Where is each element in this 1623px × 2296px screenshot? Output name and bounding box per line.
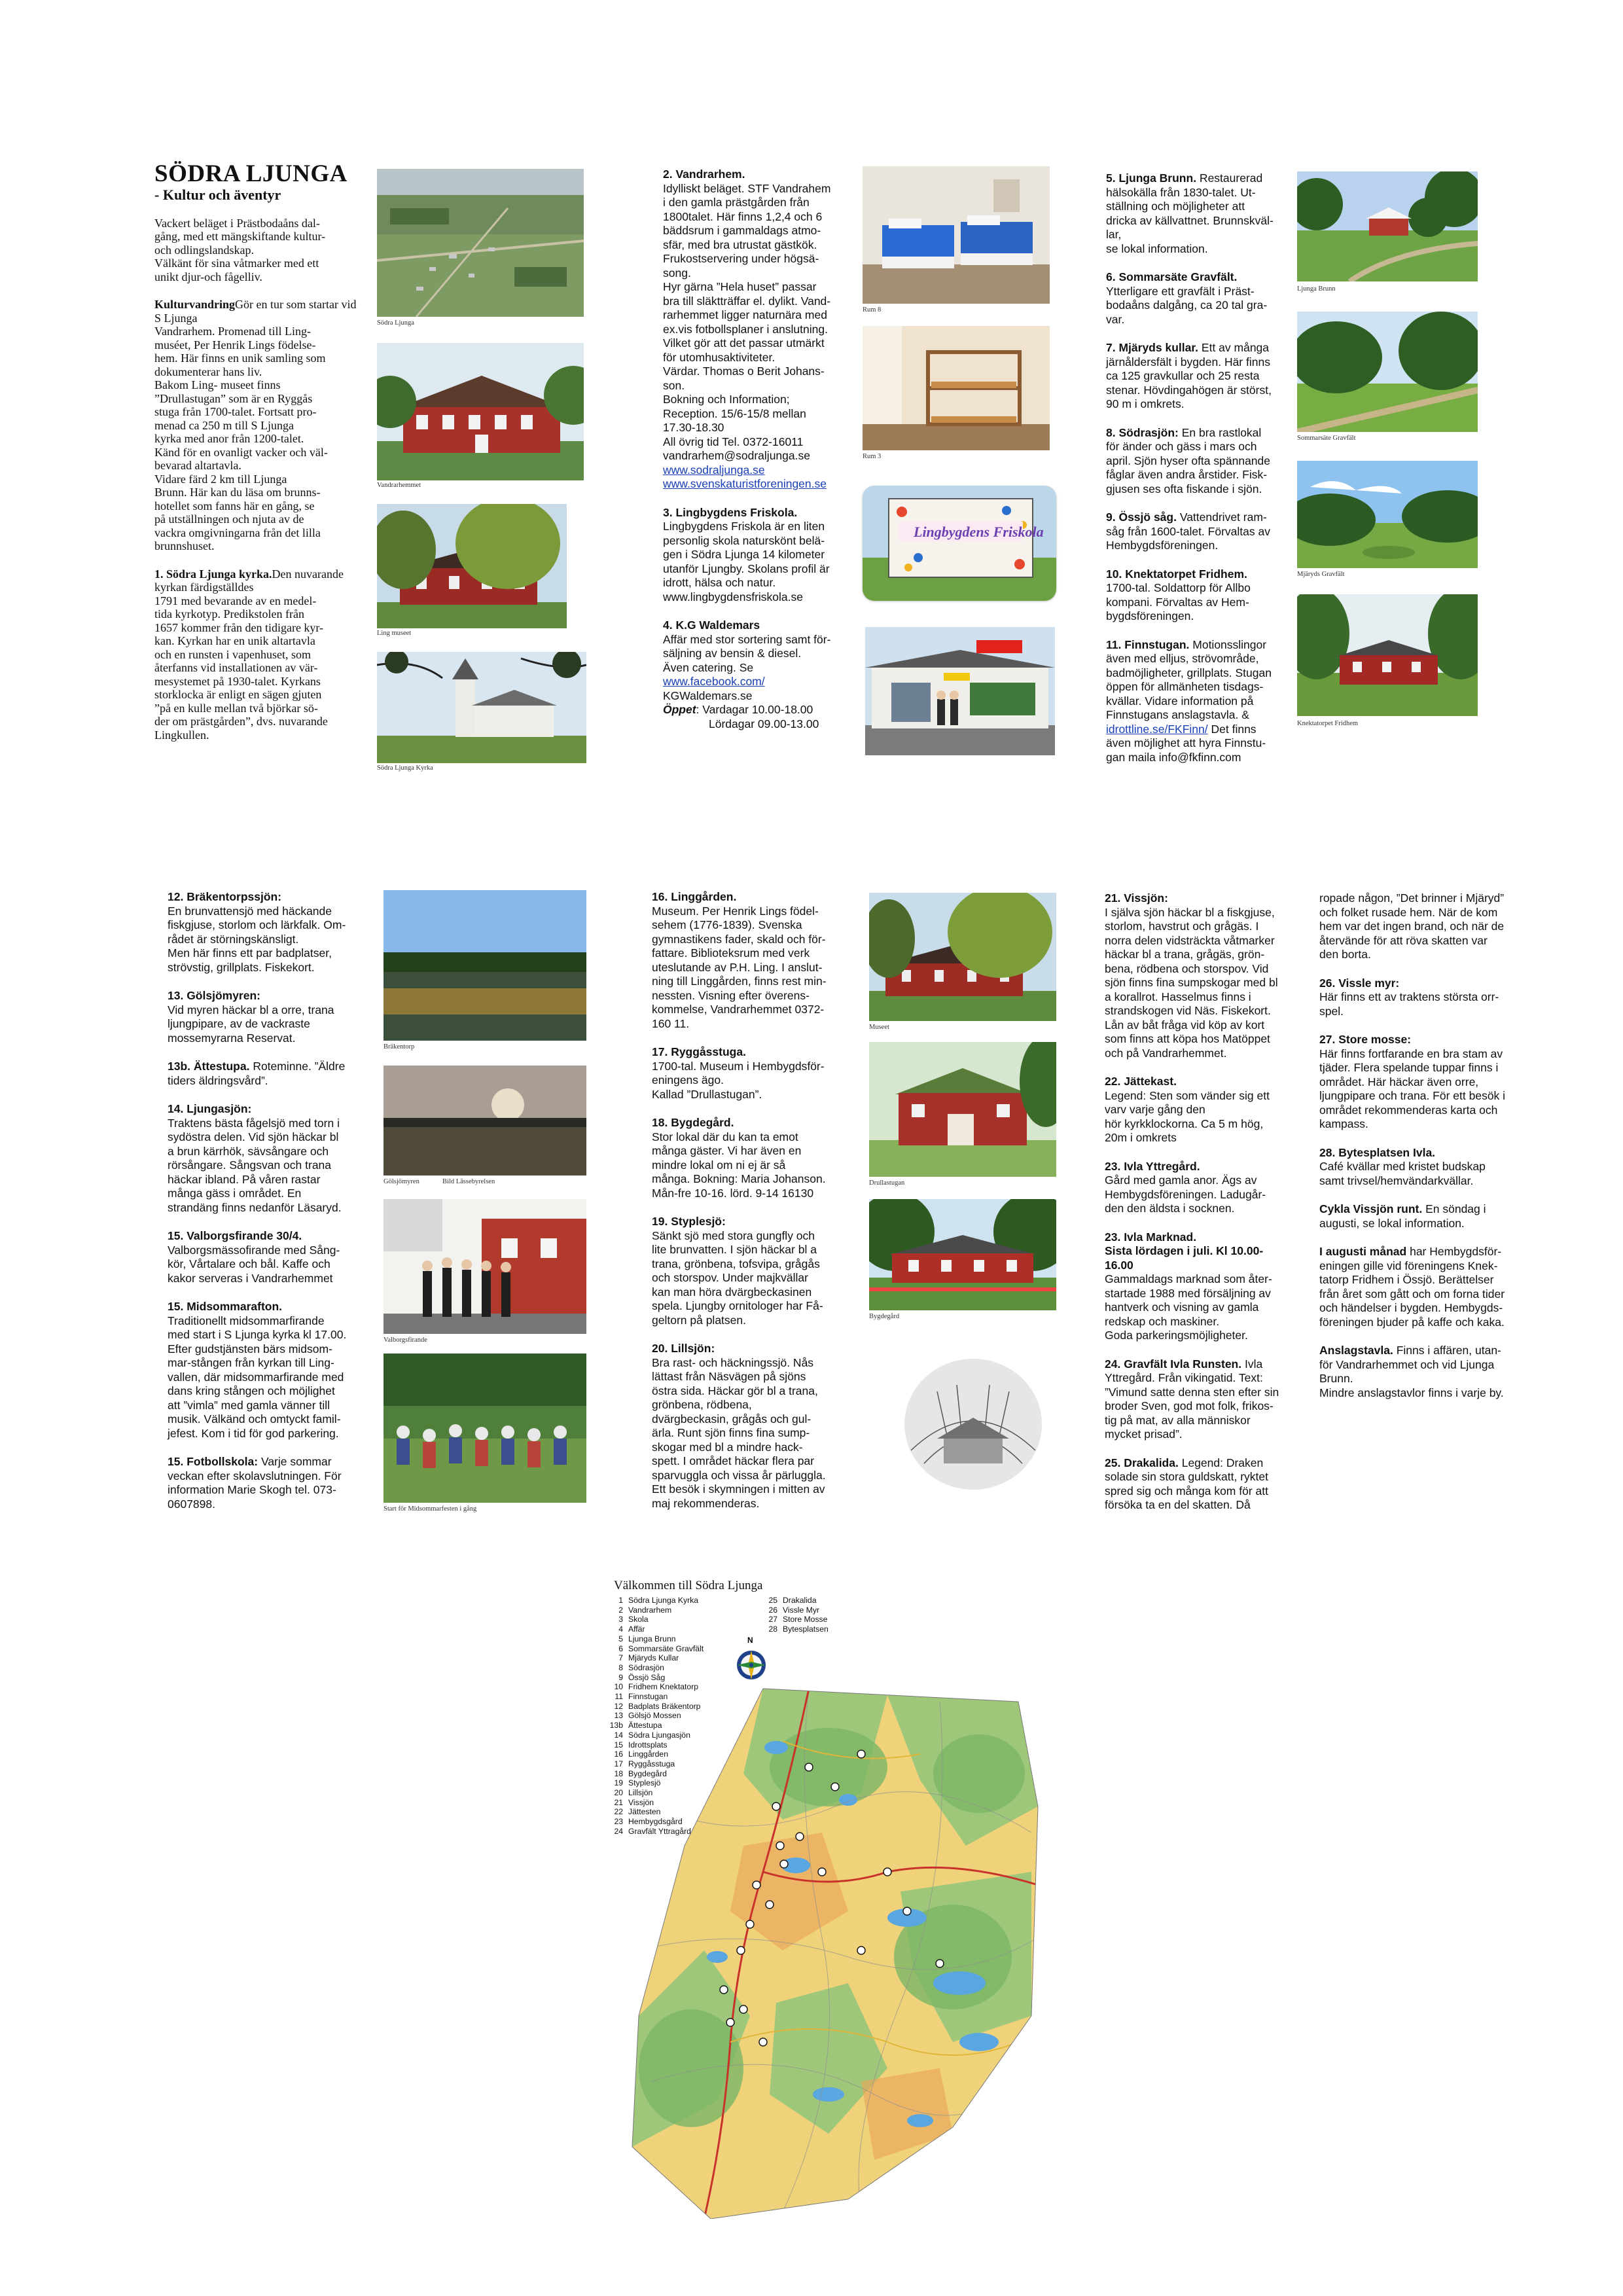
legend-number: 13b [609, 1721, 623, 1731]
block-heading: 5. Ljunga Brunn. [1106, 171, 1197, 185]
photo-vandrarhemmet [377, 343, 584, 480]
caption-knektatorpet: Knektatorpet Fridhem [1297, 720, 1359, 727]
legend-label: Vissjön [628, 1797, 654, 1807]
block-text: Idylliskt beläget. STF Vandrahem i den gamla prästgården från 1800talet. Här finns 1,2,4 och 6 bäddsrum i gammaldags atmo- sfär, med bra utrustat gästkök. Frukostservering under högsä- song. Hyr gärna ”Hela huset” passar bra till släktträffar el. dylikt. Vand- rarhemmet ligger naturnära med ex.vis fotbollsplaner i anslutning. Vilket gör att det passar utmärkt för utomhusaktiviteter. Värdar. Thomas o Berit Johans- son. Bokning och Information; Reception. 15/6-15/8 mellan 17.30-18.30 All övrig tid Tel. 0372-16011 vandrarhem@sodraljunga.se [663, 181, 831, 462]
block-text: ropade någon, ”Det brinner i Mjäryd” och folket rusade hem. När de kom hem var det ingen brand, och när de återvände för att röva skatten var den borta. [1319, 891, 1505, 961]
link-facebook[interactable]: www.facebook.com/ [663, 675, 765, 688]
block-text: Legend: Draken solade sin stora guldskatt, ryktet spred sig och många kom för att försöka ta en del skatten. Då [1105, 1456, 1268, 1511]
block-heading: 8. Södrasjön: [1106, 425, 1179, 439]
legend-label: Drakalida [783, 1596, 817, 1605]
legend-number: 4 [618, 1624, 623, 1634]
legend-label: Vissle Myr [783, 1605, 819, 1615]
photo-ljunga-brunn [1297, 171, 1478, 281]
text-block [1106, 511, 1283, 553]
legend-number: 14 [614, 1730, 623, 1740]
photo-sodra-ljunga-kyrka [377, 652, 586, 763]
map-legend-right [763, 1596, 829, 1634]
photo-sommarsate-gravfalt [1297, 312, 1478, 432]
legend-label: Vandrarhem [628, 1605, 672, 1615]
legend-number: 20 [614, 1788, 623, 1798]
legend-number: 3 [618, 1615, 623, 1624]
block-heading: 7. Mjäryds kullar. [1106, 341, 1199, 354]
text-block [1106, 270, 1283, 327]
legend-label: Skola [628, 1615, 649, 1624]
open-label: Öppet [663, 703, 696, 716]
legend-label: Bygdegård [628, 1768, 667, 1778]
block-heading: 13. Gölsjömyren: [168, 989, 260, 1002]
block-heading: 1. Södra Ljunga kyrka. [154, 567, 272, 581]
legend-label: Hembygdsgård [628, 1817, 683, 1827]
text-block [1319, 1344, 1522, 1400]
block-text: Bra rast- och häckningssjö. Nås lättast från Näsvägen på sjöns östra sida. Häckar gör bl a trana, grönbena, rödbena, dvärgbeckasin, grågås och gul- ärla. Runt sjön finns fina sump- skogar med bl a mindre hack- spett. I området häckar flera par sparvuggla och vissa år pärlugglа. Ett besök i skymningen i mitten av maj rekommenderas. [652, 1355, 826, 1510]
block-text: Stor lokal där du kan ta emot många gäster. Vi har även en mindre lokal om ni ej är så många. Bokning: Maria Johanson. Mån-fre 10-16. lörd. 9-14 16130 [652, 1130, 826, 1200]
caption-rum-3: Rum 3 [863, 453, 882, 460]
column-vissjon [1105, 891, 1301, 1527]
block-text: Gör en tur som startar vid S Ljunga Vandrarhem. Promenad till Ling- muséet, Per Henrik Lings födelse- hem. Här finns en unik samling som dokumenterar hans liv. Bakom Ling- museet finns ”Drullastugan” som är en Ryggås stuga från 1700-talet. Fortsatt pro- menad ca 250 m till S Ljunga kyrka med anor från 1200-talet. Känd för en ovanligt vacker och väl- bevarad altartavla. Vidare färd 2 km till Ljunga Brunn. Här kan du läsa om brunns- hotellet som fanns här en gång, se på utställningen och njuta av de vackra omgivningarna från det lilla brunnshuset. [154, 298, 357, 552]
open-saturday: Lördagar 09.00-13.00 [709, 717, 819, 730]
caption-brakentorp: Bräkentorp [383, 1043, 415, 1050]
map-sodra-ljunga[interactable] [613, 1676, 1044, 2219]
legend-number: 26 [768, 1605, 777, 1615]
block-text: Traditionellt midsommarfirande med start i S Ljunga kyrka kl 17.00. Efter gudstjänsten bärs midsom- mar-stången från kyrkan till Ling- vallen, där midsommarfirande med dans kring stången och möjlighet att ”vimla” med gamla vänner till musik. Välkänd och omtyckt famil- jefest. Kom i tid för god parkering. [168, 1314, 347, 1440]
caption-mjaryds: Mjäryds Gravfält [1297, 571, 1345, 578]
block-text: Vackert beläget i Prästbodaåns dal- gång, med ett mängskiftande kultur- och odlingslandskap. Välkänt för sina våtmarker med ett unikt djur-och fågelliv. [154, 216, 326, 283]
photo-golsjomyren [383, 1066, 586, 1175]
block-heading: 9. Össjö såg. [1106, 511, 1177, 524]
legend-row [609, 1615, 704, 1624]
link-fkfinn[interactable]: idrottline.se/FKFinn/ [1106, 722, 1208, 736]
column-brakentorpssjon [168, 890, 364, 1526]
block-heading: 24. Gravfält Ivla Runsten. [1105, 1357, 1242, 1371]
text-block [168, 1455, 364, 1511]
block-heading: 3. Lingbygdens Friskola. [663, 505, 798, 519]
caption-museet: Museet [869, 1024, 889, 1031]
legend-row [763, 1624, 829, 1634]
text-block [154, 298, 357, 553]
block-heading: 22. Jättekast. [1105, 1075, 1177, 1088]
photo-sodra-ljunga-aerial [377, 169, 584, 317]
legend-label: Ättestupa [628, 1721, 662, 1731]
legend-label: Affär [628, 1624, 645, 1634]
legend-number: 12 [614, 1701, 623, 1711]
block-heading: 13b. Ättestupa. [168, 1060, 250, 1073]
open-weekdays: : Vardagar 10.00-18.00 [696, 703, 813, 716]
legend-row [763, 1605, 829, 1615]
block-heading: 23. Ivla Yttregård. [1105, 1159, 1200, 1173]
block-text: Varje sommar veckan efter skolavslutningen. För information Marie Skogh tel. 073- 0607898. [168, 1455, 342, 1511]
intro-text-blocks [154, 217, 357, 742]
legend-number: 1 [618, 1596, 623, 1605]
block-heading: 17. Ryggåsstuga. [652, 1045, 746, 1058]
legend-row [763, 1615, 829, 1624]
waldemars-block [663, 619, 859, 675]
block-text: Motionsslingor även med elljus, strövområde, badmöjligheter, grillplats. Stugan öppen för allmänheten tisdags- kvällar. Vidare information på Finnstugans anslagstavla. & [1106, 637, 1272, 721]
school-sign-text: Lingbygdens Friskola [914, 524, 1044, 540]
legend-label: Styplesjö [628, 1778, 661, 1788]
caption-vandrarhemmet: Vandrarhemmet [377, 482, 421, 489]
caption-golsjomyren: Gölsjömyren [383, 1178, 419, 1185]
block-text: Café kvällar med kristet budskap samt trivsel/hemvändarkvällar. [1319, 1160, 1486, 1187]
block-heading: 26. Vissle myr: [1319, 976, 1400, 990]
block-heading: 20. Lillsjön: [652, 1342, 715, 1355]
block-heading: 18. Bygdegård. [652, 1116, 734, 1129]
block-text: Affär med stor sortering samt för- säljning av bensin & diesel. Även catering. Se [663, 632, 831, 674]
text-block [168, 1300, 364, 1441]
legend-number: 9 [618, 1672, 623, 1682]
legend-row [609, 1605, 704, 1615]
text-block [1105, 891, 1301, 1060]
photo-valborgsfirande [383, 1199, 586, 1334]
friskola-block [663, 506, 859, 605]
block-text: Här finns fortfarande en bra stam av tjäder. Flera spelande tuppar finns i området. Här häckar även orre, ljungpipare och trana. För ett besök i området rekommenderas karta och kampass. [1319, 1047, 1506, 1130]
block-heading: 16. Linggården. [652, 890, 737, 903]
photo-museet [869, 893, 1056, 1021]
block-text: Finns i affären, utan- för Vandrarhemmet och vid Ljunga Brunn. Mindre anslagstavlor finns i varje by. [1319, 1344, 1504, 1399]
text-block [168, 1102, 364, 1215]
legend-number: 6 [618, 1643, 623, 1653]
legend-number: 8 [618, 1662, 623, 1672]
legend-number: 27 [768, 1615, 777, 1624]
legend-label: Södra Ljungasjön [628, 1730, 690, 1740]
text-block [1319, 1245, 1522, 1329]
caption-bild-lasse: Bild Lässebyrelsen [442, 1178, 495, 1185]
compass-n-label: N [747, 1636, 753, 1645]
caption-bygdegard: Bygdegård [869, 1313, 900, 1320]
text-block [652, 1045, 855, 1102]
legend-row [609, 1663, 704, 1673]
block-heading: 21. Vissjön: [1105, 891, 1168, 905]
photo-mjaryds-gravfalt [1297, 461, 1478, 568]
map-title: Välkommen till Södra Ljunga [614, 1579, 763, 1592]
legend-row [763, 1596, 829, 1605]
legend-number: 25 [768, 1596, 777, 1605]
photo-bygdegard [869, 1199, 1056, 1310]
photo-ling-museet [377, 504, 567, 628]
legend-label: Ryggåsstuga [628, 1759, 675, 1768]
block-heading: 11. Finnstugan. [1106, 637, 1190, 651]
legend-row [609, 1644, 704, 1654]
legend-label: Badplats Bräkentorp [628, 1701, 701, 1711]
attractions-21-25 [1105, 891, 1301, 1513]
attractions-26-28 [1319, 891, 1522, 1400]
block-text: En söndag i augusti, se lokal information. [1319, 1202, 1486, 1230]
column-ljunga-brunn [1106, 171, 1283, 764]
legend-label: Gravfält Yttragård [628, 1826, 691, 1836]
block-heading: 14. Ljungasjön: [168, 1102, 252, 1115]
text-block [1106, 426, 1283, 497]
legend-number: 24 [614, 1826, 623, 1836]
block-text: 1700-tal. Soldattorp för Allbo kompani. Förvaltas av Hem- bygdsföreningen. [1106, 581, 1251, 622]
legend-number: 11 [615, 1692, 623, 1702]
block-heading: 6. Sommarsäte Gravfält. [1106, 270, 1238, 283]
legend-label: Jättesten [628, 1807, 661, 1817]
block-text: Ett av många järnåldersfält i bygden. Här finns ca 125 gravkullar och 25 resta stenar. Hövdingahögen är störst, 90 m i omkrets. [1106, 341, 1272, 410]
block-text: Sänkt sjö med stora gungfly och lite brunvatten. I sjön häckar bl a trana, grönbena, tofsvipa, grågås och storspov. Under majkvällar kan man höra dvärgbeckasinen spela. Ljungby ornitologer har Få- geltorn på platsen. [652, 1229, 823, 1327]
caption-ljunga-brunn: Ljunga Brunn [1297, 285, 1336, 293]
block-heading: 15. Valborgsfirande 30/4. [168, 1229, 302, 1242]
legend-label: Gölsjö Mossen [628, 1711, 681, 1721]
text-block [1319, 891, 1522, 962]
block-text: 1700-tal. Museum i Hembygdsför- eningens ägo. Kallad ”Drullastugan”. [652, 1059, 825, 1101]
block-text: Den nuvarande kyrkan färdigställdes 1791 med bevarande av en medel- tida kyrkotyp. Predikstolen från 1657 kommer från den tidigare kyr- kan. Kyrkan har en unik altartavla och en runsten i vapenhuset, som återfanns vid installationen av vär- mesystemet på 1930-talet. Kyrkans storklocka är enligt en sägen gjuten ”på en kulle mellan två björkar sö- der om prästgården”, dvs. nuvarande Lingkullen. [154, 567, 344, 742]
legend-number: 19 [614, 1778, 623, 1788]
text-block [1319, 1033, 1522, 1132]
block-text: Lingbygdens Friskola är en liten personlig skola naturskönt belä- gen i Södra Ljunga 14 kilometer utanför Ljungby. Skolans profil är idrott, hälsa och natur. www.lingbygdensfriskola.se [663, 520, 830, 603]
caption-valborg: Valborgsfirande [383, 1336, 427, 1344]
block-heading: 25. Drakalida. [1105, 1456, 1179, 1469]
block-text: Roteminne. ”Äldre tiders äldringsvård”. [168, 1060, 346, 1087]
text-block [1105, 1357, 1301, 1442]
block-text: Vattendrivet ram- såg från 1600-talet. Förvaltas av Hembygdsföreningen. [1106, 511, 1270, 552]
legend-number: 17 [614, 1759, 623, 1768]
legend-row [609, 1624, 704, 1634]
legend-number: 18 [614, 1768, 623, 1778]
link-svenskaturistforeningen[interactable]: www.svenskaturistforeningen.se [663, 477, 827, 490]
block-heading: Kulturvandring [154, 298, 236, 311]
legend-label: Idrottsplats [628, 1740, 668, 1749]
finn-rest: Det finns även möjlighet att hyra Finnstu- gan maila info@fkfinn.com [1106, 722, 1266, 764]
caption-drullastugan: Drullastugan [869, 1179, 905, 1187]
block-text: Traktens bästa fågelsjö med torn i sydöstra delen. Vid sjön häckar bl a brun kärrhök, sävsångare och rörsångare. Sångsvan och trana häckar ibland. På våren rastar många gäss i området. En strandäng finns nedanför Läsaryd. [168, 1116, 342, 1214]
block-heading: 2. Vandrarhem. [663, 168, 745, 181]
block-heading: 15. Midsommarafton. [168, 1300, 283, 1313]
block-heading: 27. Store mosse: [1319, 1033, 1412, 1046]
text-block [1106, 567, 1283, 624]
block-heading: 4. K.G Waldemars [663, 619, 760, 632]
block-heading: Cykla Vissjön runt. [1319, 1202, 1423, 1215]
text-block [1105, 1230, 1301, 1343]
text-block [652, 1342, 855, 1511]
block-heading: 10. Knektatorpet Fridhem. [1106, 567, 1247, 581]
photo-drullastugan [869, 1042, 1056, 1177]
caption-rum-8: Rum 8 [863, 306, 882, 314]
legend-number: 22 [614, 1807, 623, 1817]
text-block [652, 1215, 855, 1327]
text-block [1106, 171, 1283, 256]
legend-label: Bytesplatsen [783, 1624, 829, 1634]
text-block [1319, 977, 1522, 1019]
block-text: har Hembygdsför- eningen gille vid föreningens Knek- tatorp Fridhem i Össjö. Berättelser från året som gått och om forna tider och händelser i bygden. Hembygds- föreningen bjuder på kaffe och kaka. [1319, 1245, 1505, 1329]
block-text: Restaurerad hälsokälla från 1830-talet. Ut- ställning och möjligheter att dricka av källvattnet. Brunnskväl- lar, se lokal information. [1106, 171, 1274, 255]
block-heading: 28. Bytesplatsen Ivla. [1319, 1145, 1436, 1159]
legend-label: Fridhem Knektatorp [628, 1682, 699, 1692]
page-title: SÖDRA LJUNGA [154, 160, 348, 187]
text-block [154, 567, 357, 742]
legend-number: 13 [614, 1711, 623, 1721]
block-heading: 12. Bräkentorpssjön: [168, 890, 282, 903]
legend-row [609, 1653, 704, 1663]
legend-label: Lillsjön [628, 1788, 653, 1798]
legend-number: 2 [618, 1605, 623, 1615]
column-vandrarhem [663, 168, 859, 731]
block-heading: 15. Fotbollskola: [168, 1455, 259, 1468]
photo-rum-8 [863, 166, 1050, 304]
column-linggarden [652, 890, 855, 1525]
text-block [652, 1116, 855, 1200]
text-block [168, 989, 364, 1045]
text-block [1106, 638, 1283, 723]
block-heading: I augusti månad [1319, 1245, 1407, 1258]
illustration-drakalida-sketch [898, 1352, 1048, 1496]
block-text: Museum. Per Henrik Lings födel- sehem (1776-1839). Svenska gymnastikens fader, skald och för- fattare. Biblioteksrum med verk uteslutande av P.H. Ling. I anslut- ning till Linggården, finns rest min- nessten. Visning efter överens- kommelse, Vandrarhemmet 0372- 160 11. [652, 904, 827, 1030]
block-heading: 19. Styplesjö: [652, 1215, 726, 1228]
text-block [663, 168, 859, 463]
photo-brakentorp [383, 890, 586, 1041]
legend-number: 15 [614, 1740, 623, 1749]
legend-label: Södrasjön [628, 1662, 664, 1672]
column-drakalida-cont [1319, 891, 1522, 1414]
legend-label: Linggården [628, 1749, 668, 1759]
photo-knektatorpet-fridhem [1297, 594, 1478, 716]
text-block [168, 890, 364, 975]
block-text: Gård med gamla anor. Ägs av Hembygdsföreningen. Ladugår- den den äldsta i socknen. [1105, 1174, 1266, 1215]
legend-label: Mjäryds Kullar [628, 1653, 679, 1663]
page-subtitle: - Kultur och äventyr [154, 187, 281, 203]
legend-label: Södra Ljunga Kyrka [628, 1596, 699, 1605]
text-block [1106, 341, 1283, 412]
text-block [663, 506, 859, 605]
text-block [1105, 1160, 1301, 1216]
block-text: Ytterligare ett gravfält i Präst- bodaåns dalgång, ca 20 tal gra- var. [1106, 284, 1268, 326]
text-block [1105, 1075, 1301, 1145]
block-text: Legend: Sten som vänder sig ett varv varje gång den hör kyrkklockorna. Ca 5 m hög, 20m i omkrets [1105, 1088, 1270, 1144]
text-block [652, 890, 855, 1031]
legend-number: 7 [618, 1653, 623, 1663]
text-block [1319, 1146, 1522, 1189]
text-block [154, 217, 357, 284]
text-block [663, 619, 859, 675]
legend-row [609, 1634, 704, 1644]
block-text: Vid myren häckar bl a orre, trana ljungpipare, av de vackraste mossemyrarna Reservat. [168, 1003, 334, 1045]
legend-number: 5 [618, 1634, 623, 1643]
attractions-12-15 [168, 890, 364, 1511]
photo-midsommar [383, 1354, 586, 1503]
photo-rum-3 [863, 326, 1050, 450]
photo-kg-waldemars-shop [865, 627, 1055, 755]
legend-number: 10 [614, 1682, 623, 1692]
attractions-5-11 [1106, 171, 1283, 723]
link-sodraljunga[interactable]: www.sodraljunga.se [663, 463, 765, 476]
block-text: Här finns ett av traktens största orr- spel. [1319, 990, 1499, 1018]
block-text: Valborgsmässofirande med Sång- kör, Vårtalare och bål. Kaffe och kakor serveras i Vandrarhemmet [168, 1243, 340, 1285]
attractions-16-20 [652, 890, 855, 1511]
photo-lingbygdens-friskola-sign [863, 486, 1056, 601]
block-text: En bra rastlokal för änder och gäss i mars och april. Sjön hyser ofta spännande fåglar även andra årstider. Fisk- gjusen ses ofta fiskande i sjön. [1106, 425, 1270, 495]
block-text: Ivla Yttregård. Från vikingatid. Text: ”Vimund satte denna sten efter sin broder Sven, god mot folk, frikos- tig på mat, av alla människor mycket prisad”. [1105, 1357, 1279, 1441]
legend-label: Össjö Såg [628, 1672, 666, 1682]
legend-label: Sommarsäte Gravfält [628, 1643, 704, 1653]
intro-column [154, 161, 357, 756]
block-heading: 23. Ivla Marknad. Sista lördagen i juli. Kl 10.00- 16.00 [1105, 1230, 1264, 1272]
legend-label: Ljunga Brunn [628, 1634, 676, 1643]
legend-number: 28 [768, 1624, 777, 1634]
text-block [168, 1060, 364, 1088]
caption-sommarsate: Sommarsäte Gravfält [1297, 435, 1356, 442]
block-text: I själva sjön häckar bl a fiskgjuse, storlom, havstrut och grågäs. I norra delen vidsträckta våtmarker häckar bl a trana, grågäs, grön- bena, rödbena och storspov. Vid sjön finns fina sumpskogar med bl a korallrot. Hasselmus finns i strandskogen vid Näs. Fiskekort. Lån av båt fråga vid köp av kort som finns att köpa hos Matöppet och på Vandrarhemmet. [1105, 905, 1278, 1060]
text-block [1105, 1456, 1301, 1513]
caption-kyrka: Södra Ljunga Kyrka [377, 764, 433, 772]
block-text: Gammaldags marknad som åter- startade 1988 med försäljning av hantverk och visning av gamla redskap och maskiner. Goda parkeringsmöjligheter. [1105, 1272, 1272, 1342]
legend-row [609, 1596, 704, 1605]
text-block [1319, 1202, 1522, 1230]
block-heading: Anslagstavla. [1319, 1344, 1393, 1357]
legend-number: 16 [614, 1749, 623, 1759]
block-text: En brunvattensjö med häckande fiskgjuse, storlom och lärkfalk. Om- rådet är störningskänsligt. Men här finns ett par badplatser, strövstig, grillplats. Fiskekort. [168, 904, 346, 974]
caption-midsommar: Start för Midsommarfesten i gång [383, 1505, 477, 1513]
legend-number: 21 [614, 1797, 623, 1807]
legend-label: Store Mosse [783, 1615, 828, 1624]
legend-number: 23 [614, 1817, 623, 1827]
vandrarhem-block [663, 168, 859, 463]
caption-ling-museet: Ling museet [377, 630, 412, 637]
legend-label: Finnstugan [628, 1692, 668, 1702]
caption-sodra-ljunga: Södra Ljunga [377, 319, 414, 327]
text-block [168, 1229, 364, 1285]
kg-website: KGWaldemars.se [663, 689, 753, 702]
